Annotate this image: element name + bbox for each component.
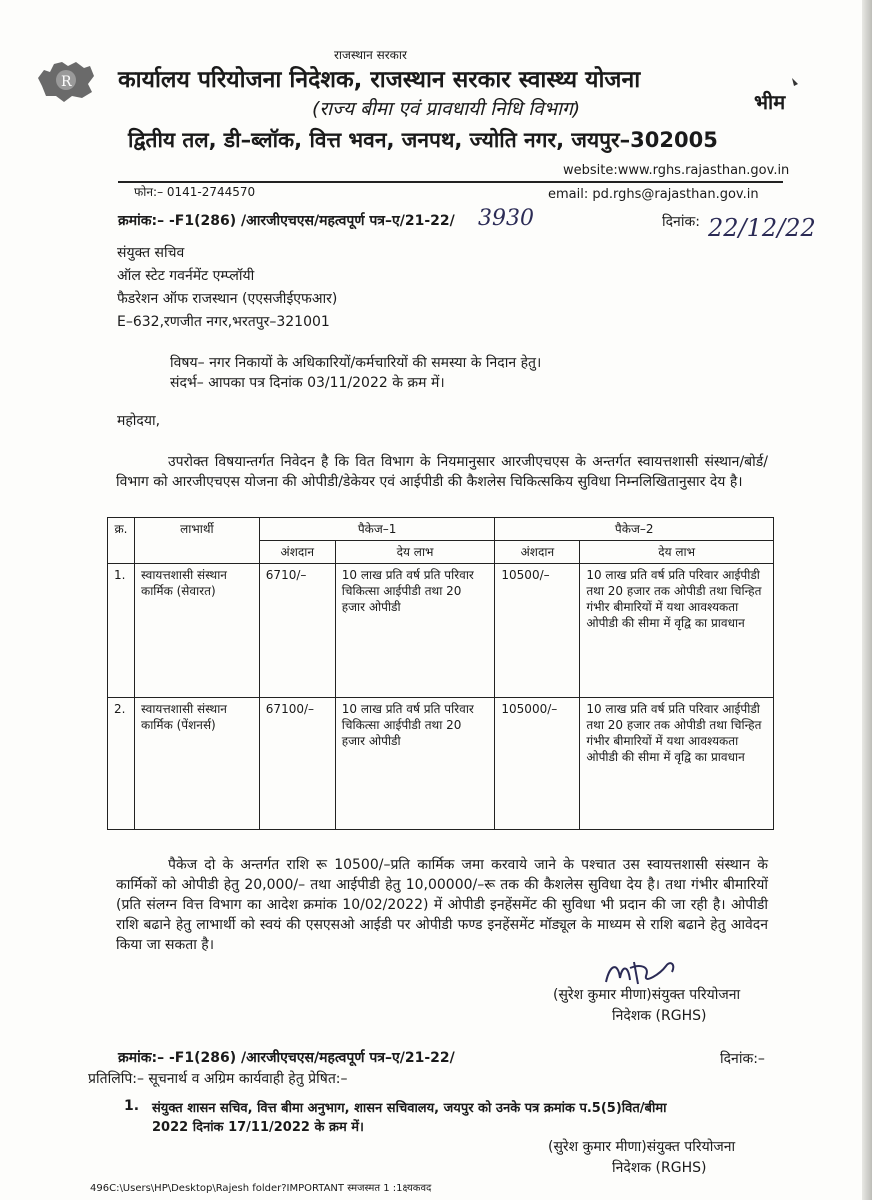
reference-line: संदर्भ– आपका पत्र दिनांक 03/11/2022 के क्रम में। [170,375,445,391]
copy-signatory-designation: निदेशक (RGHS) [612,1160,707,1176]
row-p2-contribution: 105000/– [495,698,580,830]
bhim-logo [752,74,814,122]
package-table [107,517,774,830]
footer-file-path: 496C:\Users\HP\Desktop\Rajesh folder?IMPORTANT स्मजस्मत 1 :1क्ष्यकवद [90,1183,432,1194]
handwritten-date: 22/12/22 [708,214,816,242]
copy-item-number: 1. [124,1098,140,1114]
table-header-row [108,518,774,541]
copy-intro: प्रतिलिपि:– सूचनार्थ व अग्रिम कार्यवाही हेतु प्रेषित:– [88,1071,348,1087]
copy-date-label: दिनांक:– [720,1051,765,1067]
recipient-line: ऑल स्टेट गवर्नमेंट एम्प्लॉयी [117,268,255,284]
row-p1-contribution: 67100/– [259,698,335,830]
office-title: कार्यालय परियोजना निदेशक, राजस्थान सरकार स्वास्थ्य योजना [118,67,641,93]
header-package-1: पैकेज–1 [259,518,495,541]
row-p1-benefit: 10 लाख प्रति वर्ष प्रति परिवार चिकित्सा आईपीडी तथा 20 हजार ओपीडी [335,698,495,830]
phone: फोन:– 0141-2744570 [134,185,256,199]
row-p2-benefit: 10 लाख प्रति वर्ष प्रति परिवार आईपीडी तथा 20 हजार तक ओपीडी तथा चिन्हित गंभीर बीमारियों में यथा आवश्यकता ओपीडी की सीमा में वृद्वि का प्रावधान [580,564,774,698]
salutation: महोदया, [117,413,161,429]
handwritten-number: 3930 [478,206,534,231]
scan-edge [862,0,872,1200]
header-benefit: देय लाभ [580,541,774,564]
copy-item-text: संयुक्त शासन सचिव, वित्त बीमा अनुभाग, शासन सचिवालय, जयपुर को उनके पत्र क्रमांक प.5(5)वित/बीमा [152,1101,667,1116]
body-paragraph-1: उपरोक्त विषयान्तर्गत निवेदन है कि वित विभाग के नियमानुसार आरजीएचएस के अन्तर्गत स्वायत्तशासी संस्थान/बोर्ड/विभाग को आरजीएचएस योजना की ओपीडी/डेकेयर एवं आईपीडी की कैशलेस चिकित्सकिय सुविधा निम्नलिखितानुसार देय है। [116,454,768,490]
rajasthan-emblem-icon [34,56,98,104]
govt-label: राजस्थान सरकार [334,48,407,62]
header-package-2: पैकेज–2 [495,518,774,541]
recipient-line: E–632,रणजीत नगर,भरतपुर–321001 [117,314,330,330]
subject-line: विषय– नगर निकायों के अधिकारियों/कर्मचारियों की समस्या के निदान हेतु। [170,355,542,371]
row-p1-benefit: 10 लाख प्रति वर्ष प्रति परिवार चिकित्सा आईपीडी तथा 20 हजार ओपीडी [335,564,495,698]
row-beneficiary: स्वायत्तशासी संस्थान कार्मिक (पेंशनर्स) [134,698,259,830]
row-beneficiary: स्वायत्तशासी संस्थान कार्मिक (सेवारत) [134,564,259,698]
copy-ref-number: क्रमांक:– -F1(286) /आरजीएचएस/महत्वपूर्ण पत्र–ए/21-22/ [118,1050,455,1066]
recipient-line: फैडरेशन ऑफ राजस्थान (एएसजीईएफआर) [117,291,338,307]
row-sno: 1. [108,564,135,698]
table-row [108,698,774,830]
row-p1-contribution: 6710/– [259,564,335,698]
row-p2-contribution: 10500/– [495,564,580,698]
svg-text:R: R [61,74,72,90]
signatory-name: (सुरेश कुमार मीणा)संयुक्त परियोजना [553,987,741,1003]
body-paragraph-2: पैकेज दो के अन्तर्गत राशि रू 10500/–प्रति कार्मिक जमा करवाये जाने के पश्चात उस स्वायत्तशासी संस्थान के कार्मिकों को ओपीडी हेतु 20,000/– तथा आईपीडी हेतु 10,00000/–रू तक की कैशलेस सुविधा देय है। तथा गंभीर बीमारियों (प्रति संलग्न वित्त विभाग का आदेश क्रमांक 10/02/2022) में ओपीडी इनहेंसमेंट की सुविधा भी प्रदान की जा रही है। ओपीडी राशि बढाने हेतु लाभार्थी को स्वयं की एसएसओ आईडी पर ओपीडी फण्ड इनहेंसमेंट मॉड्यूल के माध्यम से राशि बढाने हेतु आवेदन किया जा सकता है। [116,857,768,953]
row-p2-benefit: 10 लाख प्रति वर्ष प्रति परिवार आईपीडी तथा 20 हजार तक ओपीडी तथा चिन्हित गंभीर बीमारियों में यथा आवश्यकता ओपीडी की सीमा में वृद्वि का प्रावधान [580,698,774,830]
header-contribution: अंशदान [495,541,580,564]
header-beneficiary: लाभार्थी [134,518,259,564]
bhim-logo-text: भीम [754,90,786,114]
header-benefit: देय लाभ [335,541,495,564]
table-row [108,564,774,698]
recipient-line: संयुक्त सचिव [117,245,185,261]
copy-item-text-cont: 2022 दिनांक 17/11/2022 के क्रम में। [152,1120,364,1135]
department-name: (राज्य बीमा एवं प्रावधायी निधि विभाग) [312,98,581,120]
email: email: pd.rghs@rajasthan.gov.in [548,187,759,202]
ref-number: क्रमांक:– -F1(286) /आरजीएचएस/महत्वपूर्ण पत्र–ए/21-22/ [118,213,455,229]
header-contribution: अंशदान [259,541,335,564]
signatory-designation: निदेशक (RGHS) [612,1008,707,1024]
copy-signatory-name: (सुरेश कुमार मीणा)संयुक्त परियोजना [548,1139,736,1155]
office-address: द्वितीय तल, डी–ब्लॉक, वित्त भवन, जनपथ, ज्योति नगर, जयपुर–302005 [128,128,718,152]
date-label: दिनांक: [662,214,700,230]
row-sno: 2. [108,698,135,830]
website: website:www.rghs.rajasthan.gov.in [563,163,790,178]
header-sno: क्र. [108,518,135,564]
